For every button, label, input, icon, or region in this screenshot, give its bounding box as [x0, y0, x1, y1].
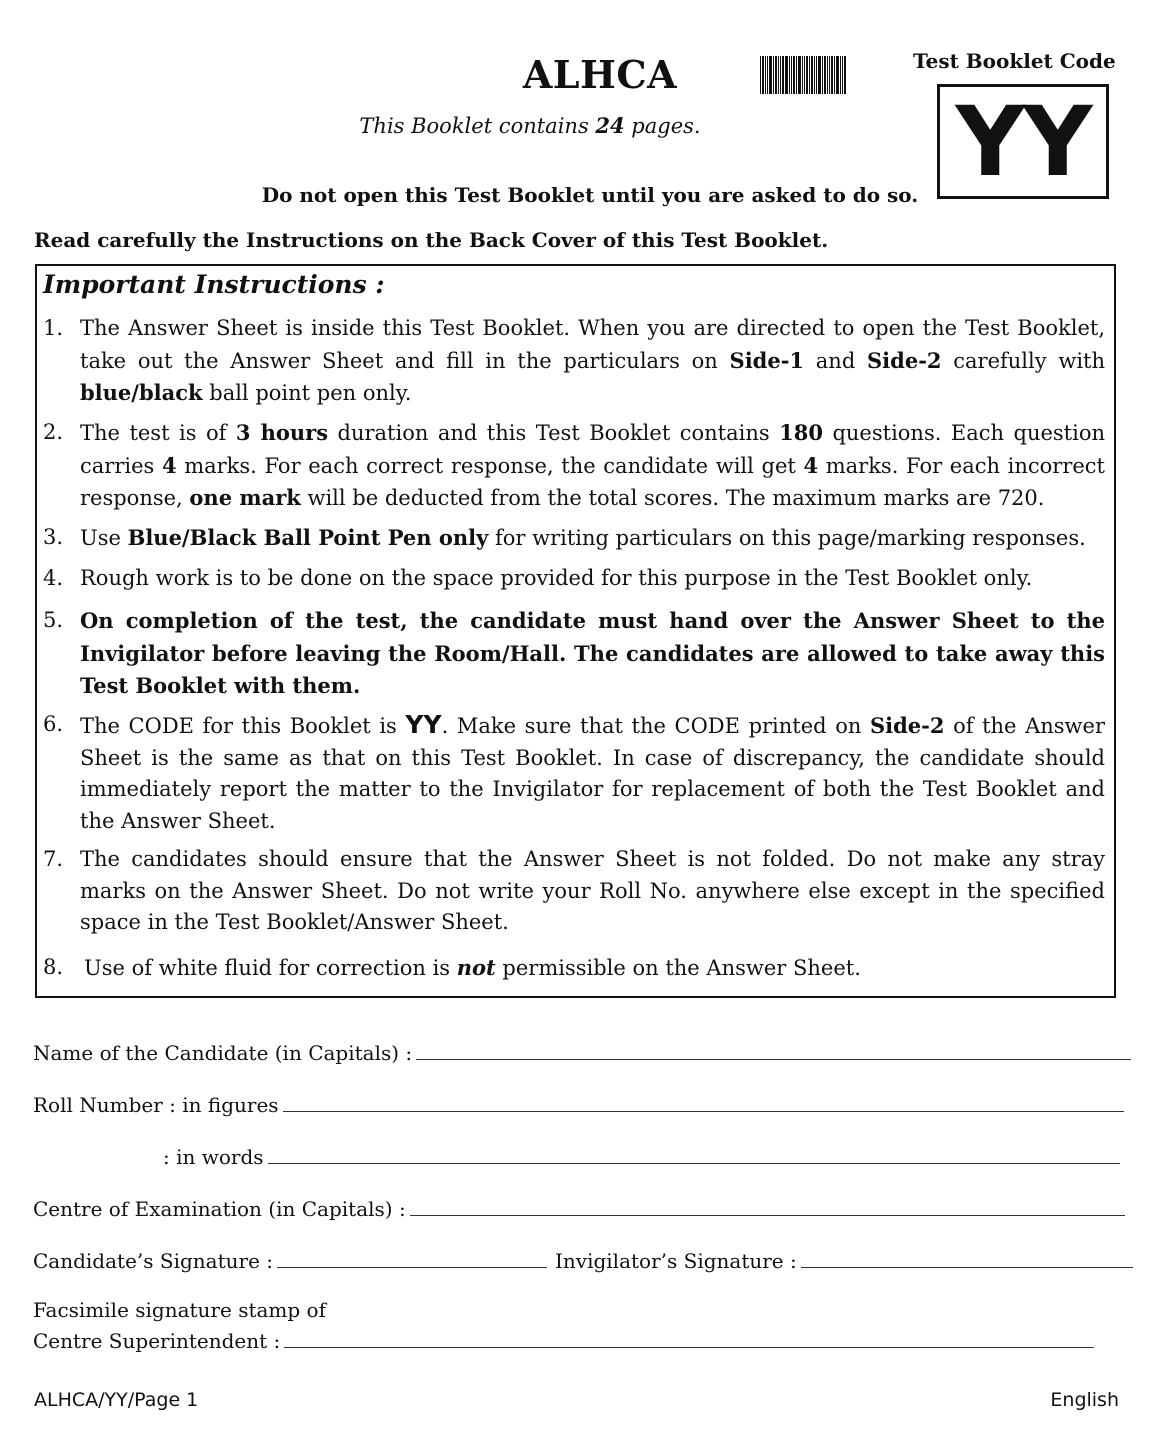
important-instructions-box [35, 264, 1116, 998]
instruction-number: 4. [43, 566, 64, 590]
candidate-signature-field[interactable] [277, 1267, 547, 1268]
barcode-bar [785, 56, 788, 94]
instruction-text: The Answer Sheet is inside this Test Booklet. When you are directed to open the Test Booklet, take out the Answer Sheet and fill in the particulars on Side-1 and Side-2 carefully with blue/black ball point pen only. [80, 316, 1105, 405]
pages-suffix: pages. [624, 114, 701, 138]
test-booklet-code-box [937, 84, 1109, 199]
barcode-bar [793, 56, 795, 94]
candidate-name-row [33, 1041, 1131, 1065]
barcode-bar [831, 56, 833, 94]
candidate-signature-label: Candidate’s Signature : [33, 1249, 273, 1273]
barcode-bar [834, 56, 835, 94]
instruction-number: 5. [43, 608, 64, 632]
barcode-bar [809, 56, 810, 94]
instruction-text: The candidates should ensure that the Answer Sheet is not folded. Do not make any stray marks on the Answer Sheet. Do not write your Roll No. anywhere else except in the specified space in the Test Booklet/Answer Sheet. [80, 847, 1105, 934]
instruction-number: 8. [43, 955, 64, 979]
barcode-bar [773, 56, 774, 94]
language-label: English [1050, 1389, 1119, 1411]
barcode-bar [804, 56, 805, 94]
barcode-bar [806, 56, 808, 94]
instruction-number: 3. [43, 525, 64, 549]
pages-prefix: This Booklet contains [359, 114, 596, 138]
instruction-text: Use Blue/Black Ball Point Pen only for writing particulars on this page/marking responses. [80, 525, 1086, 550]
booklet-code-inline: YY [405, 710, 442, 739]
barcode-bar [816, 56, 817, 94]
centre-field[interactable] [410, 1215, 1125, 1216]
barcode-bar [818, 56, 821, 94]
stamp-label-1: Facsimile signature stamp of [33, 1298, 326, 1322]
barcode-bar [798, 56, 801, 94]
barcode-bar [842, 56, 843, 94]
barcode-bar [789, 56, 790, 94]
invigilator-signature-label: Invigilator’s Signature : [555, 1249, 797, 1273]
barcode-bar [836, 56, 839, 94]
barcode-bar [769, 56, 772, 94]
barcode-bar [829, 56, 830, 94]
do-not-open-notice: Do not open this Test Booklet until you are asked to do so. [261, 183, 919, 207]
roll-figures-label: Roll Number : in figures [33, 1093, 279, 1117]
barcode-bar [827, 56, 828, 94]
barcode-bar [782, 56, 784, 94]
candidate-name-field[interactable] [416, 1059, 1131, 1060]
centre-label: Centre of Examination (in Capitals) : [33, 1197, 406, 1221]
signatures-row [33, 1249, 1133, 1273]
roll-figures-row [33, 1093, 1124, 1117]
instruction-text: The CODE for this Booklet is YY. Make sure that the CODE printed on Side-2 of the Answer Sheet is the same as that on this Test Booklet. In case of discrepancy, the candidate should immediately report the matter to the Invigilator for replacement of both the Test Booklet and the Answer Sheet. [80, 710, 1105, 833]
barcode-bar [765, 56, 766, 94]
barcode-bar [775, 56, 777, 94]
instruction-number: 6. [43, 712, 64, 736]
instructions-heading: Important Instructions : [43, 270, 385, 299]
barcode-bar [780, 56, 781, 94]
barcode-bar [791, 56, 792, 94]
instruction-number: 1. [43, 316, 64, 340]
instruction-text: On completion of the test, the candidate must hand over the Answer Sheet to the Invigilator before leaving the Room/Hall. The candidates are allowed to take away this Test Booklet with them. [80, 608, 1105, 698]
barcode-bar [811, 56, 813, 94]
barcode-bar [802, 56, 803, 94]
read-carefully-notice: Read carefully the Instructions on the Back Cover of this Test Booklet. [34, 228, 829, 252]
stamp-row [33, 1329, 1094, 1353]
barcode-bar [844, 56, 846, 94]
barcode-bar [824, 56, 826, 94]
invigilator-signature-field[interactable] [801, 1267, 1133, 1268]
candidate-name-label: Name of the Candidate (in Capitals) : [33, 1041, 413, 1065]
barcode-bar [778, 56, 779, 94]
pages-count: 24 [595, 113, 625, 138]
barcode-bar [767, 56, 768, 94]
barcode-bar [762, 56, 764, 94]
barcode-bar [822, 56, 823, 94]
centre-row [33, 1197, 1125, 1221]
instruction-text: Use of white fluid for correction is not permissible on the Answer Sheet. [84, 955, 861, 980]
barcode-bar [796, 56, 797, 94]
barcode-bar [760, 56, 761, 94]
instruction-number: 2. [43, 420, 64, 444]
roll-figures-field[interactable] [283, 1111, 1124, 1112]
superintendent-stamp-field[interactable] [284, 1347, 1094, 1348]
roll-words-label: : in words [163, 1145, 264, 1169]
instruction-number: 7. [43, 847, 64, 871]
page-count-note [0, 113, 1060, 138]
instruction-text: The test is of 3 hours duration and this Test Booklet contains 180 questions. Each question carries 4 marks. For each correct response, the candidate will get 4 marks. For each incorrect response, one mark will be deducted from the total scores. The maximum marks are 720. [80, 420, 1105, 510]
booklet-id-title: ALHCA [522, 52, 678, 97]
test-booklet-code: YY [955, 85, 1091, 198]
barcode-bar [840, 56, 841, 94]
stamp-label-2: Centre Superintendent : [33, 1329, 281, 1353]
page-reference: ALHCA/YY/Page 1 [34, 1389, 199, 1411]
test-booklet-code-label: Test Booklet Code [913, 49, 1116, 73]
stamp-label-line-1 [33, 1298, 326, 1322]
roll-words-row [163, 1145, 1120, 1169]
roll-words-field[interactable] [268, 1163, 1120, 1164]
barcode-bar [814, 56, 815, 94]
barcode-icon [760, 56, 860, 94]
instruction-text: Rough work is to be done on the space provided for this purpose in the Test Booklet only. [80, 566, 1033, 590]
